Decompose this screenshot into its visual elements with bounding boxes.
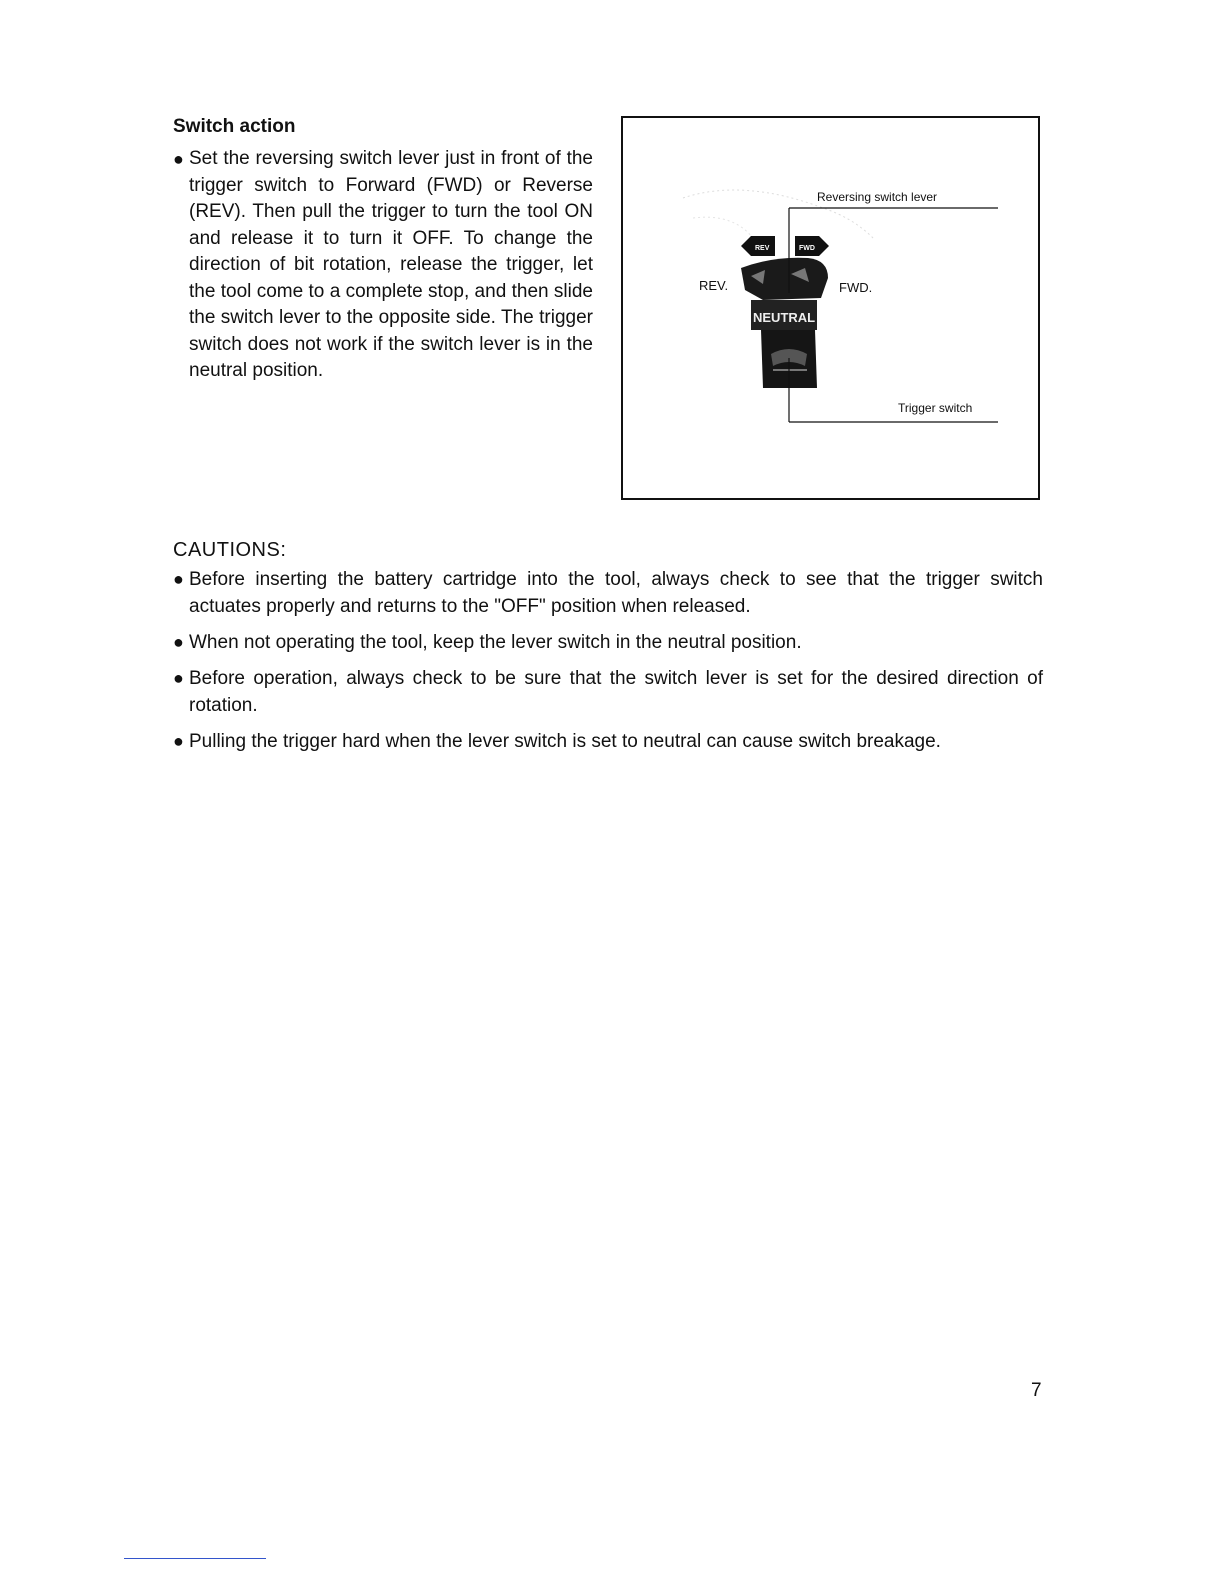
fwd-label: FWD.: [839, 280, 873, 295]
list-item-text: Before operation, always check to be sure that the switch lever is set for the desired direction of rotation.: [189, 668, 1043, 716]
svg-text:REV: REV: [755, 245, 770, 252]
list-item: [173, 566, 1043, 620]
neutral-mark: NEUTRAL: [753, 310, 816, 325]
list-item-text: Before inserting the battery cartridge into the tool, always check to see that the trigger switch actuates properly and returns to the "OFF" position when released.: [189, 569, 1043, 617]
page-number: 7: [1031, 1380, 1042, 1401]
trigger-switch-label: Trigger switch: [898, 401, 973, 415]
reversing-switch-lever-label: Reversing switch lever: [817, 190, 938, 204]
bullet-icon: ●: [173, 149, 184, 169]
rev-label: REV.: [699, 278, 729, 293]
list-item: [173, 629, 1043, 656]
list-item: [173, 728, 1043, 755]
switch-illustration: [623, 118, 1038, 498]
bullet-icon: ●: [173, 668, 184, 688]
footer-divider: [124, 1558, 266, 1559]
list-item: [173, 665, 1043, 719]
cautions-title: CAUTIONS:: [173, 539, 287, 561]
switch-diagram-figure: [621, 116, 1040, 500]
bullet-icon: ●: [173, 569, 184, 589]
rev-arrow-icon: [741, 236, 775, 256]
svg-text:FWD: FWD: [799, 245, 815, 252]
switch-action-list: [173, 146, 593, 385]
bullet-icon: ●: [173, 731, 184, 751]
bullet-icon: ●: [173, 632, 184, 652]
list-item-text: Pulling the trigger hard when the lever switch is set to neutral can cause switch breakage.: [189, 731, 941, 752]
list-item-text: When not operating the tool, keep the lever switch in the neutral position.: [189, 632, 802, 653]
list-item-text: Set the reversing switch lever just in front of the trigger switch to Forward (FWD) or Reverse (REV). Then pull the trigger to turn the tool ON and release it to turn it OFF. To change the direction of bit rotation, release the trigger, let the tool come to a complete stop, and then slide the switch lever to the opposite side. The trigger switch does not work if the switch lever is in the neutral position.: [189, 148, 593, 381]
section-title-switch-action: Switch action: [173, 116, 296, 137]
fwd-arrow-icon: [795, 236, 829, 256]
cautions-list: [173, 566, 1043, 764]
list-item: [173, 146, 593, 385]
